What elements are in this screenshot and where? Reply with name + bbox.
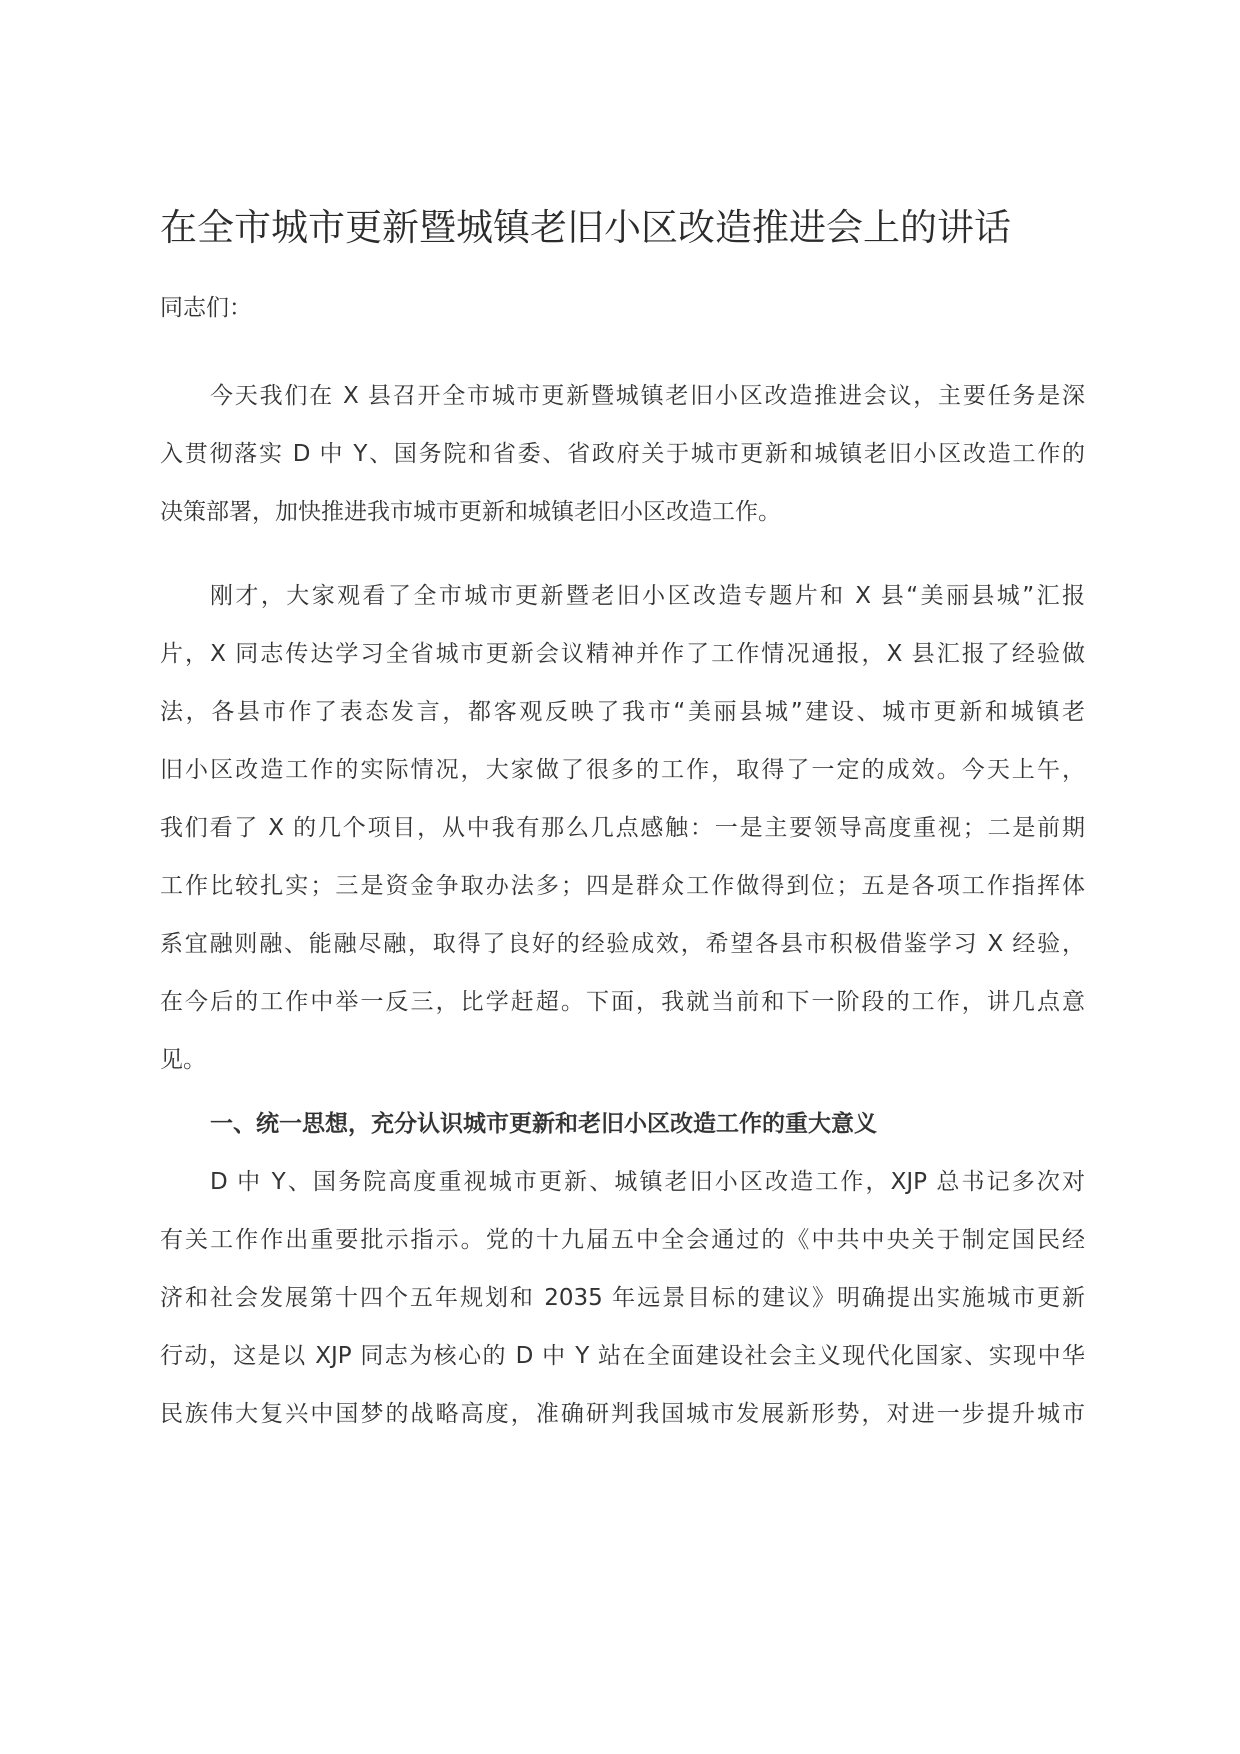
paragraph-3-line: D 中 Y、国务院高度重视城市更新、城镇老旧小区改造工作，XJP 总书记多次对 bbox=[210, 1169, 1085, 1195]
section-heading: 一、统一思想，充分认识城市更新和老旧小区改造工作的重大意义 bbox=[210, 1111, 877, 1137]
paragraph-2-line: 我们看了 X 的几个项目，从中我有那么几点感触：一是主要领导高度重视；二是前期 bbox=[160, 815, 1085, 841]
paragraph-2-line: 见。 bbox=[160, 1047, 206, 1073]
paragraph-2-line: 片，X 同志传达学习全省城市更新会议精神并作了工作情况通报，X 县汇报了经验做 bbox=[160, 641, 1085, 667]
paragraph-3-line: 民族伟大复兴中国梦的战略高度，准确研判我国城市发展新形势，对进一步提升城市 bbox=[160, 1401, 1085, 1427]
paragraph-2-line: 系宜融则融、能融尽融，取得了良好的经验成效，希望各县市积极借鉴学习 X 经验， bbox=[160, 931, 1085, 957]
paragraph-1-line: 今天我们在 X 县召开全市城市更新暨城镇老旧小区改造推进会议，主要任务是深 bbox=[210, 383, 1085, 409]
paragraph-2-line: 刚才，大家观看了全市城市更新暨老旧小区改造专题片和 X 县“美丽县城”汇报 bbox=[210, 583, 1085, 609]
salutation: 同志们： bbox=[160, 295, 252, 321]
paragraph-3-line: 行动，这是以 XJP 同志为核心的 D 中 Y 站在全面建设社会主义现代化国家、实现中华 bbox=[160, 1343, 1085, 1369]
document-title: 在全市城市更新暨城镇老旧小区改造推进会上的讲话 bbox=[160, 206, 1011, 249]
paragraph-3-line: 济和社会发展第十四个五年规划和 2035 年远景目标的建议》明确提出实施城市更新 bbox=[160, 1285, 1085, 1311]
paragraph-2-line: 在今后的工作中举一反三，比学赶超。下面，我就当前和下一阶段的工作，讲几点意 bbox=[160, 989, 1085, 1015]
paragraph-1-line: 入贯彻落实 D 中 Y、国务院和省委、省政府关于城市更新和城镇老旧小区改造工作的 bbox=[160, 441, 1085, 467]
paragraph-3-line: 有关工作作出重要批示指示。党的十九届五中全会通过的《中共中央关于制定国民经 bbox=[160, 1227, 1085, 1253]
paragraph-2-line: 法，各县市作了表态发言，都客观反映了我市“美丽县城”建设、城市更新和城镇老 bbox=[160, 699, 1085, 725]
paragraph-2-line: 工作比较扎实；三是资金争取办法多；四是群众工作做得到位；五是各项工作指挥体 bbox=[160, 873, 1085, 899]
paragraph-1-line: 决策部署，加快推进我市城市更新和城镇老旧小区改造工作。 bbox=[160, 499, 781, 525]
paragraph-2-line: 旧小区改造工作的实际情况，大家做了很多的工作，取得了一定的成效。今天上午， bbox=[160, 757, 1085, 783]
